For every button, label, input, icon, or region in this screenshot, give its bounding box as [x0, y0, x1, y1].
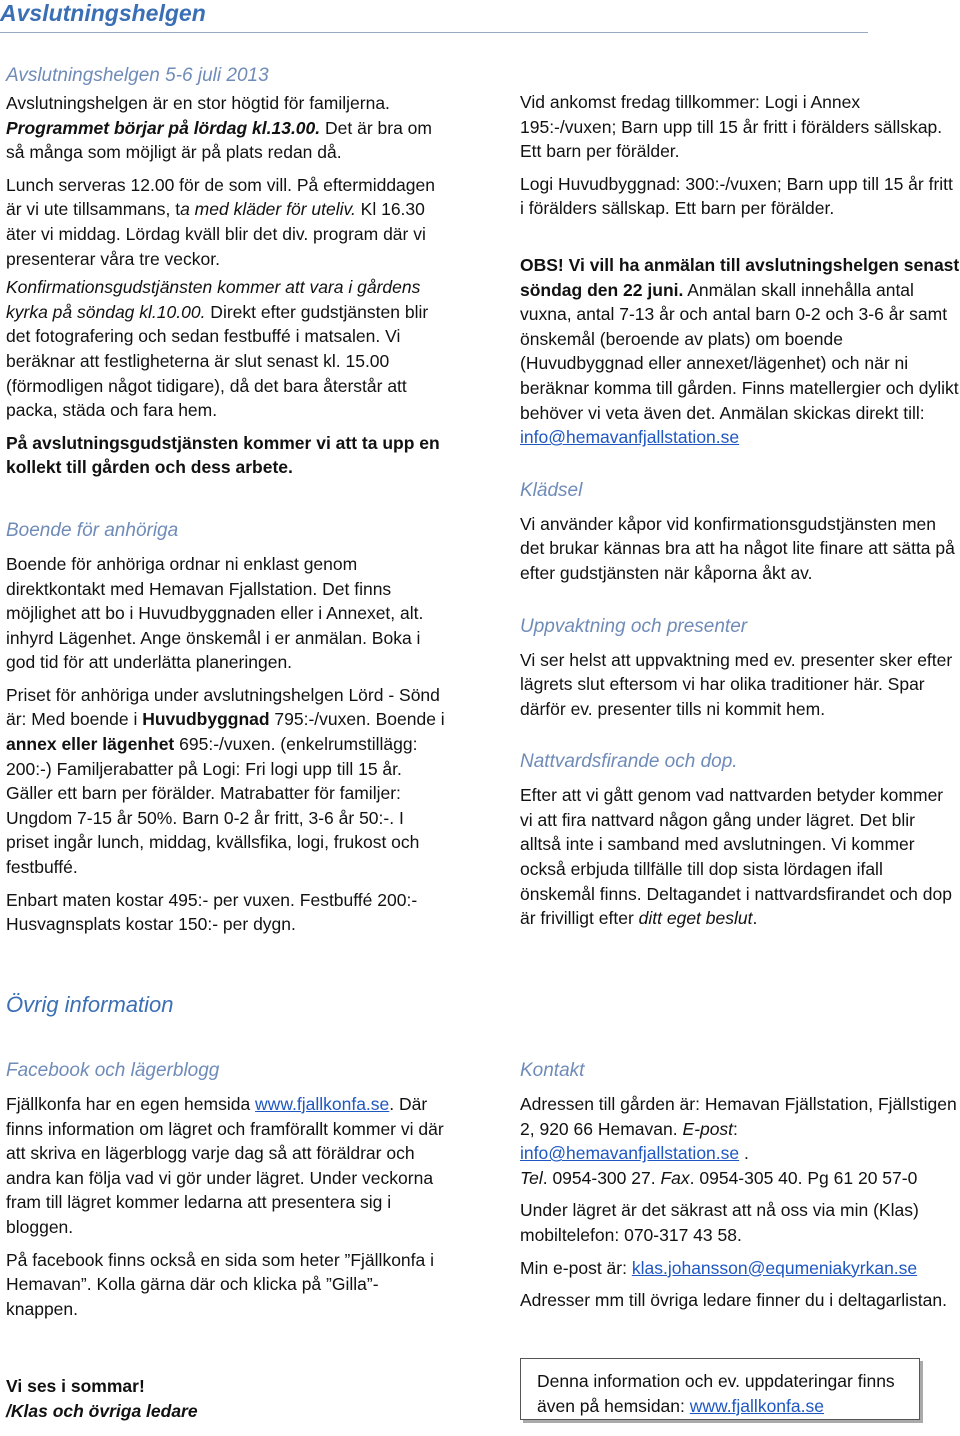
paragraph-obs: [520, 253, 960, 450]
section-heading-kontakt: Kontakt: [520, 1060, 585, 1081]
right-column: [520, 90, 960, 931]
paragraph-lunch: [6, 173, 446, 271]
section-heading-boende: Boende för anhöriga: [6, 519, 179, 541]
paragraph-adress: [520, 1092, 960, 1166]
paragraph-epost: [520, 1256, 960, 1281]
priser-text-2: 795:-/vuxen. Boende i: [269, 709, 445, 730]
paragraph-intro: [6, 91, 446, 165]
signature-line-1: Vi ses i sommar!: [6, 1376, 145, 1396]
facebook-section: [6, 1058, 446, 1321]
nattvard-end: .: [752, 908, 758, 929]
paragraph-tel: [520, 1166, 960, 1191]
paragraph-facebook: På facebook finns också en sida som heter ”Fjällkonfa i Hemavan”. Kolla gärna där och klicka på ”Gilla”-knappen.: [6, 1249, 434, 1319]
tel-number: . 0954-300 27.: [542, 1167, 661, 1188]
section-heading-facebook: Facebook och lägerblogg: [6, 1060, 220, 1081]
info-box: [520, 1358, 920, 1420]
left-column: [6, 63, 446, 937]
epost-text: Min e-post är:: [520, 1257, 632, 1278]
paragraph-kollekt: På avslutningsgudstjänsten kommer vi att ta upp en kollekt till gården och dess arbete.: [6, 432, 440, 478]
paragraph-mobil: Under lägret är det säkrast att nå oss via min (Klas) mobiltelefon: 070-317 43 58.: [520, 1200, 919, 1245]
priser-huvudbyggnad: Huvudbyggnad: [142, 709, 270, 730]
priser-text-3: 695:-/vuxen. (enkelrumstillägg: 200:-) Familjerabatter på Logi: Fri logi upp till 15 år. Gäller ett barn per förälder. Matrabatter för familjer: Ungdom 7-15 år 50%. Barn 0-2 år fritt, 3-6 år 50:-. I priset ingår lunch, middag, kvällsfika, logi, frukost och festbuffé.: [6, 734, 420, 878]
tel-label: Tel: [520, 1167, 543, 1188]
section-heading-ovrig: Övrig information: [6, 992, 174, 1017]
paragraph-adresser: Adresser mm till övriga ledare finner du i deltagarlistan.: [520, 1290, 947, 1311]
intro-program: Programmet börjar på lördag kl.13.00.: [6, 117, 321, 138]
obs-bold: OBS! Vi vill ha anmälan till avslutningshelgen senast söndag den 22 juni.: [520, 254, 960, 300]
adress-epost-label: E-post: [682, 1118, 734, 1139]
adress-dot: .: [739, 1143, 749, 1164]
paragraph-boende: Boende för anhöriga ordnar ni enklast genom direktkontakt med Hemavan Fjallstation. Det finns möjlighet att bo i Huvudbyggnaden eller i Annexet, alt. inhyrd Lägenhet. Ange önskemål i er anmälan. Boka i god tid för att underlätta planeringen.: [6, 553, 424, 673]
adress-text: Adressen till gården är: Hemavan Fjällstation, Fjällstigen 2, 920 66 Hemavan.: [520, 1094, 957, 1139]
lunch-text: Lunch serveras 12.00 för de som vill. På eftermiddagen är vi ute tillsammans, t: [6, 174, 435, 220]
hemsida-link[interactable]: www.fjallkonfa.se: [255, 1094, 390, 1114]
fax-number: . 0954-305 40. Pg 61 20 57-0: [689, 1167, 918, 1188]
kontakt-section: [520, 1058, 960, 1313]
paragraph-maten: Enbart maten kostar 495:- per vuxen. Festbuffé 200:- Husvagnsplats kostar 150:- per dygn.: [6, 889, 418, 935]
info-box-text: Denna information och ev. uppdateringar finns även på hemsidan:: [537, 1371, 895, 1416]
priser-text: Priset för anhöriga under avslutningshelgen Lörd - Sönd är: Med boende i: [6, 684, 440, 730]
nattvard-text: Efter att vi gått genom vad nattvarden betyder kommer vi att fira nattvard någon gång under lägret. Det blir alltså inte i samband med avslutningen. Vi kommer också erbjuda tillfälle till dop sista lördagen ifall önskemål finns. Deltagandet i nattvardsfirandet och dop är frivilligt efter: [520, 785, 952, 929]
paragraph-nattvard: [520, 783, 960, 931]
gudstjanst-text: Direkt efter gudstjänsten blir det fotografering och sedan festbuffé i matsalen. Vi beräknar att festligheterna är slut senast kl. 15.00 (förmodligen något tidigare), då det bara återstår att packa, städa och fara hem.: [6, 301, 429, 421]
section-heading-nattvard: Nattvardsfirande och dop.: [520, 751, 738, 773]
paragraph-ankomst: Vid ankomst fredag tillkommer: Logi i Annex 195:-/vuxen; Barn upp till 15 år fritt i förälders sällskap. Ett barn per förälder.: [520, 92, 943, 162]
paragraph-priser: [6, 683, 446, 880]
obs-text: Anmälan skall innehålla antal vuxna, antal 7-13 år och antal barn 0-2 och 3-6 år samt önskemål (beroende av plats) om boende (Huvudbyggnad eller annexet/lägenhet) och när ni beräknar komma till gården. Finns matellergier och dylikt behöver vi veta även det. Anmälan skickas direkt till:: [520, 279, 959, 423]
intro-rest: Det är bra om så många som möjligt är på plats redan då.: [6, 117, 432, 163]
info-box-link[interactable]: www.fjallkonfa.se: [689, 1395, 824, 1416]
paragraph-kladsel: Vi använder kåpor vid konfirmationsgudstjänsten men det brukar kännas bra att ha något lite finare att sätta på efter gudstjänsten när kåporna åkt av.: [520, 513, 955, 583]
hemsida-rest: . Där finns information om lägret och framförallt kommer vi där att skriva en lägerblogg varje dag så att föräldrar och andra kan följa vad vi gör under lägret. Under veckorna fram till lägret kommer ledarna att presentera sig i bloggen.: [6, 1094, 444, 1237]
intro-text: Avslutningshelgen är en stor högtid för familjerna.: [6, 93, 390, 113]
fax-label: Fax: [660, 1167, 690, 1188]
paragraph-logi: Logi Huvudbyggnad: 300:-/vuxen; Barn upp till 15 år fritt i förälders sällskap. Ett barn per förälder.: [520, 173, 953, 219]
obs-email-link[interactable]: info@hemavanfjallstation.se: [520, 427, 740, 448]
paragraph-uppvaktning: Vi ser helst att uppvaktning med ev. presenter sker efter lägrets slut eftersom vi har olika traditioner här. Spar därför ev. presenter tills ni kommit hem.: [520, 649, 953, 719]
lunch-italic: a med kläder för uteliv.: [180, 199, 356, 220]
nattvard-italic: ditt eget beslut: [638, 908, 753, 929]
klas-email-link[interactable]: klas.johansson@equmeniakyrkan.se: [631, 1257, 918, 1278]
priser-annex: annex eller lägenhet: [6, 734, 175, 755]
hemsida-text: Fjällkonfa har en egen hemsida: [6, 1094, 256, 1114]
header-rule: [0, 32, 868, 33]
section-heading-avslutning: Avslutningshelgen 5-6 juli 2013: [6, 65, 269, 86]
section-heading-kladsel: Klädsel: [520, 479, 583, 501]
lunch-rest: Kl 16.30 äter vi middag. Lördag kväll blir det div. program där vi presenterar våra tre veckor.: [6, 199, 426, 269]
adress-colon: :: [733, 1118, 738, 1139]
adress-email-link[interactable]: info@hemavanfjallstation.se: [520, 1143, 740, 1164]
gudstjanst-italic: Konfirmationsgudstjänsten kommer att vara i gårdens kyrka på söndag kl.10.00.: [6, 277, 421, 322]
signature-line-2: /Klas och övriga ledare: [6, 1400, 198, 1421]
signature: [6, 1374, 446, 1423]
paragraph-hemsida: [6, 1092, 446, 1240]
section-heading-uppvaktning: Uppvaktning och presenter: [520, 615, 748, 637]
paragraph-gudstjanst: [6, 275, 446, 423]
page-title: Avslutningshelgen: [0, 0, 206, 26]
